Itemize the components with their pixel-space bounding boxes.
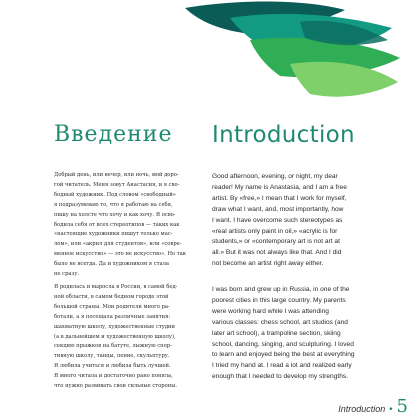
russian-title: Введение — [54, 122, 173, 147]
page-footer — [338, 398, 408, 416]
english-paragraph-1: Good afternoon, evening, or night, my dear reader! My name is Anastasia, and I am a free artist. By «free,» I mean that I work for myself, draw what I want, and, most importantly, how I want. I have overcome such stereotypes as «real artists only paint in oil,» «acrylic is for students,» or «contemporary art is not art at all.» But it was not always like that. And I did not become an artist right away either. — [212, 173, 347, 268]
paint-stroke-lime — [290, 62, 398, 97]
english-title: Introduction — [212, 122, 355, 148]
paint-stroke-decoration — [0, 0, 420, 110]
footer-bullet-icon: • — [388, 405, 394, 415]
russian-paragraph-2: Я родилась и выросла в России, в самой бед- ной области, в самом бедном городе этой большой страны. Мои родители много ра- ботали, а я посещала различные занятия: шахматную школу, художественные студии (а в дальнейшем и художественную школу), секцию прыжков на батуте, лыжную спор- тивную школу, танцы, пение, скульптуру. Я любила учиться и любила быть лучшей. Я много читала и достаточно рано поняла, что нужно развивать свои сильные стороны. — [54, 284, 178, 390]
footer-section-label: Introduction — [338, 404, 386, 414]
english-paragraph-2: I was born and grew up in Russia, in one of the poorest cities in this large country. My parents were working hard while I was attending various classes: chess school, art studios (and later art school), a trampoline section, skiing school, dancing, singing, and sculpturing. I loved to learn and enjoyed being the best at everything I tried my hand at. I read a lot and realized early enough that I needed to develop my strengths. — [212, 286, 355, 381]
russian-paragraph-1: Добрый день, или вечер, или ночь, мой доро- гой читатель. Меня зовут Анастасия, и я сво- бодный художник. Под словом «свободный» я подразумеваю то, что я работаю на себя, пишу на холсте что хочу и как хочу. Я осво- бодила себя от всех стереотипов — таких как «настоящие художники пишут только мас- лом», или «акрил для студентов», или «совре- менное искусство» — это не искусство». Но так было не всегда. Да и художником я стала не сразу. — [54, 172, 186, 278]
page-number: 5 — [396, 396, 408, 417]
